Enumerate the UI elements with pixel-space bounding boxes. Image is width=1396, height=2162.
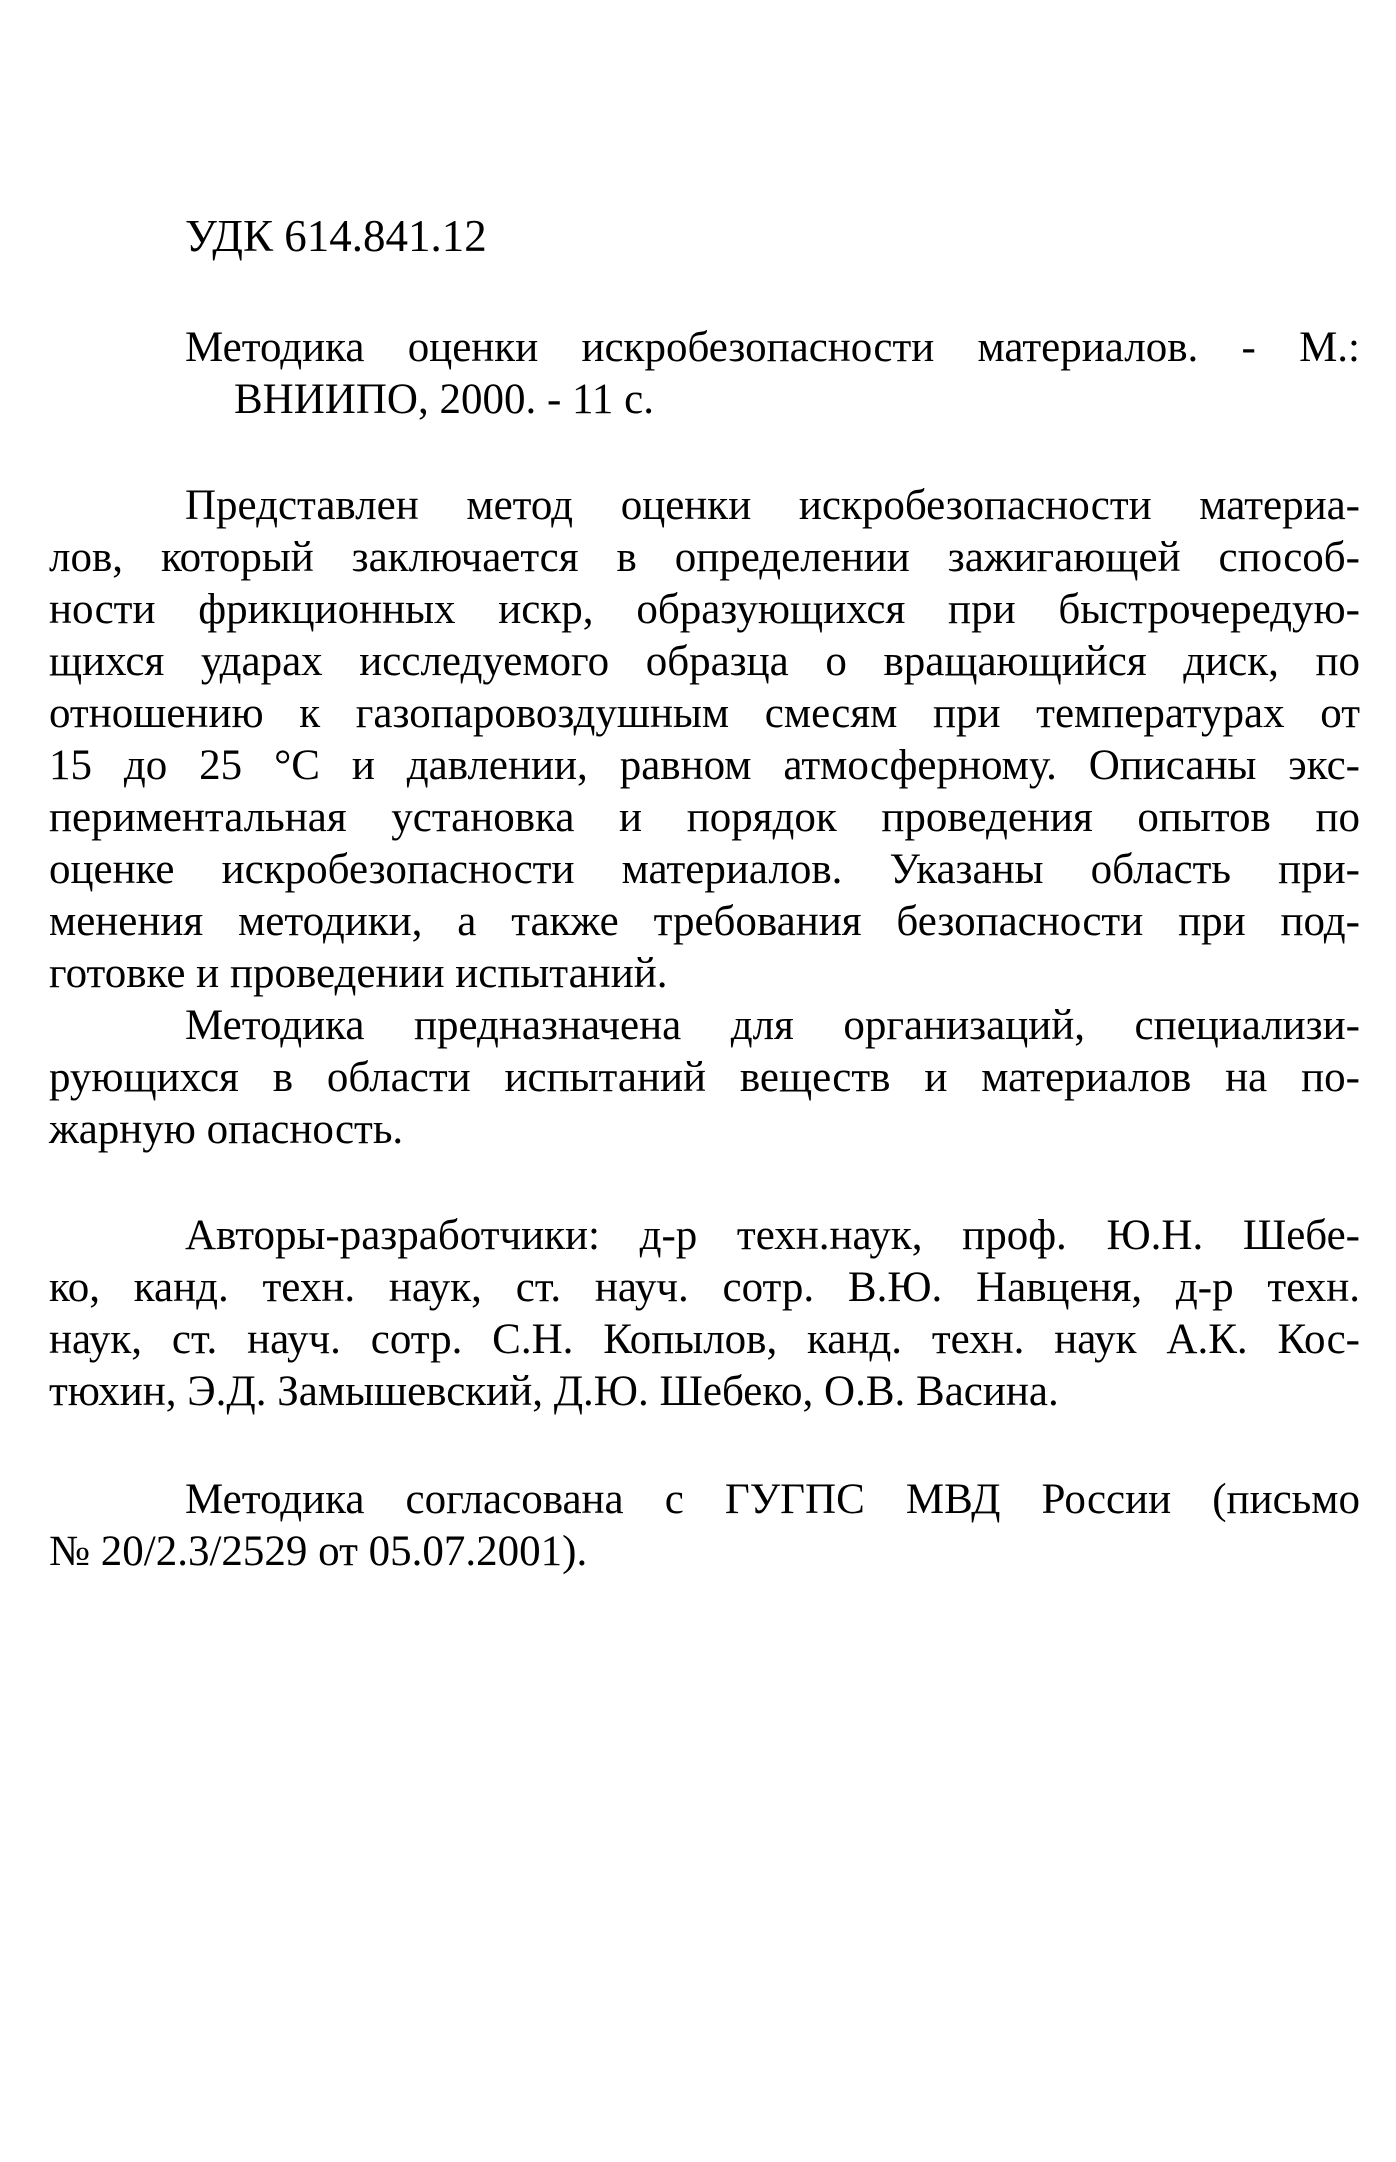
abstract-line: жарную опасность.	[49, 1106, 404, 1153]
abstract-line: менения методики, а также требования безопасности при под-	[49, 898, 1360, 945]
abstract-line: Представлен метод оценки искробезопасности материа-	[185, 482, 1360, 529]
abstract-line: 15 до 25 °С и давлении, равном атмосферному. Описаны экс-	[49, 742, 1360, 789]
abstract-line: щихся ударах исследуемого образца о вращающийся диск, по	[49, 638, 1360, 685]
authors-line: наук, ст. науч. сотр. С.Н. Копылов, канд. техн. наук А.К. Кос-	[49, 1316, 1360, 1363]
abstract-line: ности фрикционных искр, образующихся при быстрочередую-	[49, 586, 1360, 633]
approval-line: Методика согласована с ГУГПС МВД России (письмо	[185, 1476, 1360, 1523]
authors-block	[49, 1210, 1360, 1418]
citation-line: Методика оценки искробезопасности материалов. - М.:	[185, 324, 1360, 371]
udc-code: УДК 614.841.12	[185, 211, 487, 261]
abstract-line: периментальная установка и порядок проведения опытов по	[49, 794, 1360, 841]
abstract-paragraph-2	[49, 1000, 1360, 1156]
authors-line: Авторы-разработчики: д-р техн.наук, проф. Ю.Н. Шебе-	[185, 1212, 1360, 1259]
abstract-line: отношению к газопаровоздушным смесям при температурах от	[49, 690, 1360, 737]
abstract-line: готовке и проведении испытаний.	[49, 950, 668, 997]
citation-line: ВНИИПО, 2000. - 11 с.	[234, 376, 655, 423]
authors-line: тюхин, Э.Д. Замышевский, Д.Ю. Шебеко, О.В. Васина.	[49, 1368, 1059, 1415]
abstract-paragraph-1	[49, 480, 1360, 1000]
authors-line: ко, канд. техн. наук, ст. науч. сотр. В.Ю. Навценя, д-р техн.	[49, 1264, 1360, 1311]
abstract-line: Методика предназначена для организаций, специализи-	[185, 1002, 1360, 1049]
abstract-line: лов, который заключается в определении зажигающей способ-	[49, 534, 1360, 581]
approval-block	[49, 1474, 1360, 1578]
approval-line: № 20/2.3/2529 от 05.07.2001).	[49, 1528, 588, 1575]
document-page	[49, 210, 1360, 1578]
citation-block	[185, 322, 1360, 426]
abstract-line: рующихся в области испытаний веществ и материалов на по-	[49, 1054, 1360, 1101]
abstract-line: оценке искробезопасности материалов. Указаны область при-	[49, 846, 1360, 893]
